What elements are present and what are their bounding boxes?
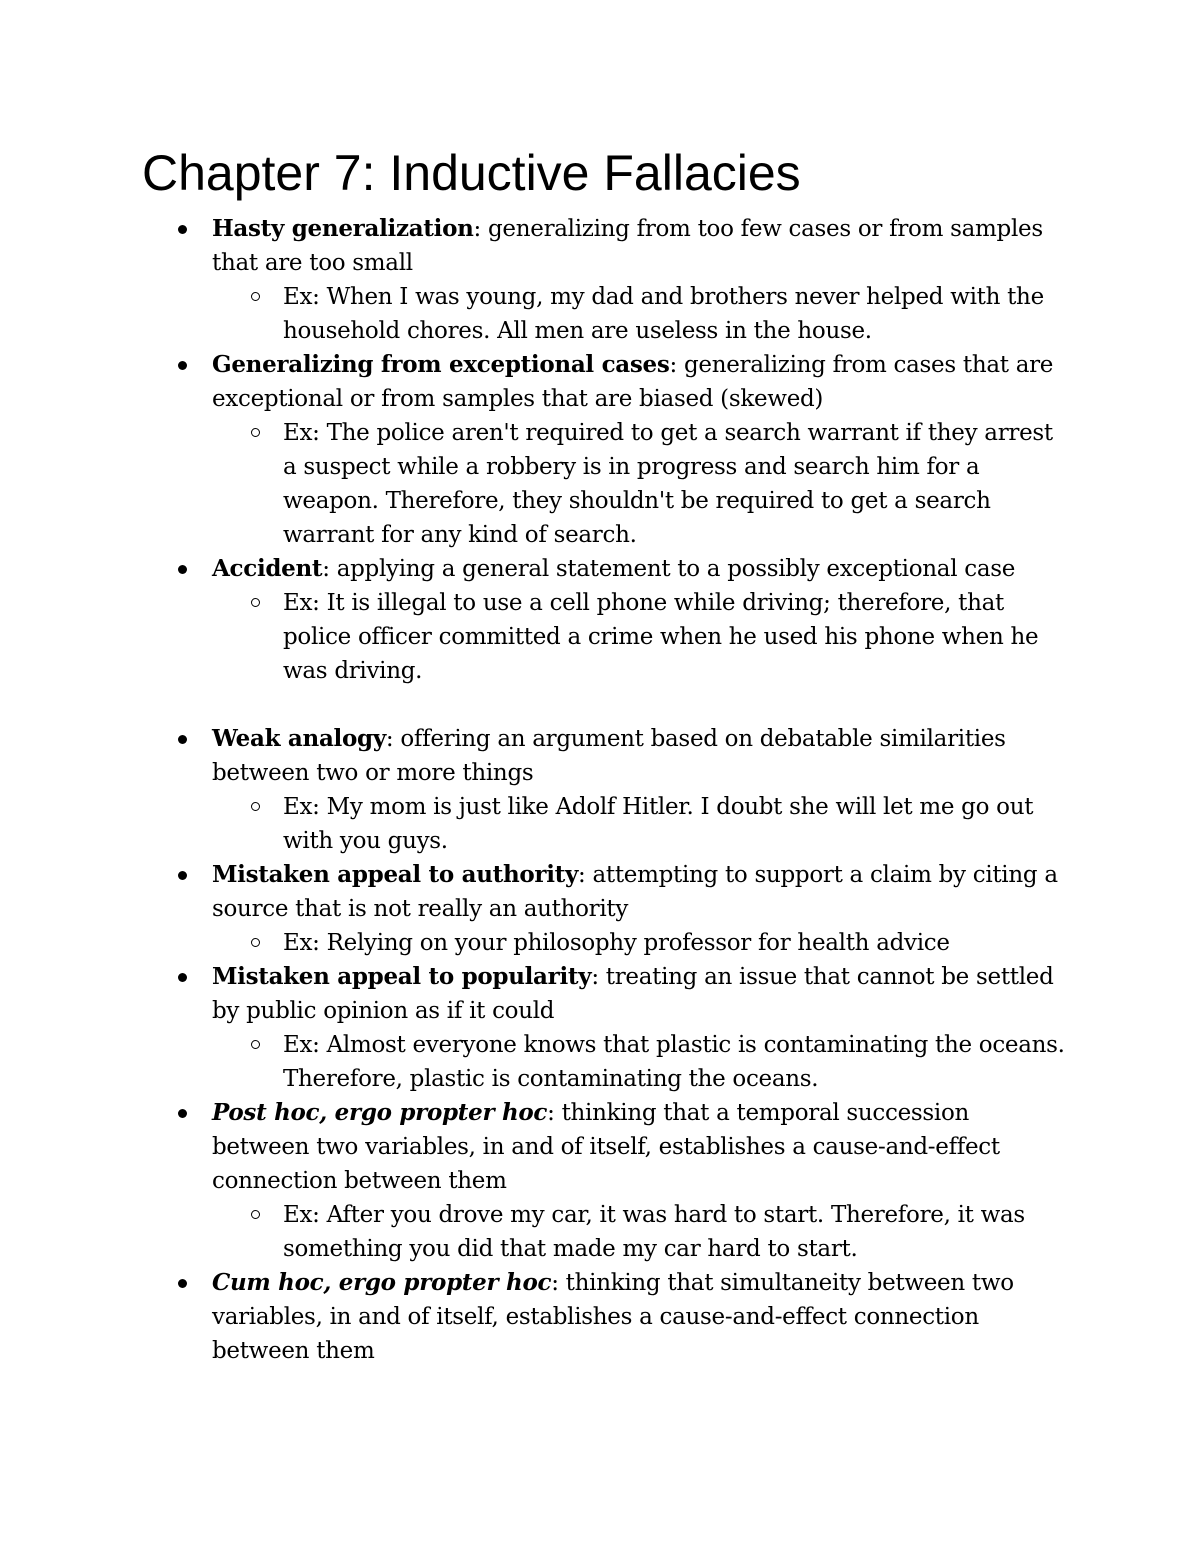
list-item-accident — [0, 552, 1072, 586]
hollow-bullet-icon — [251, 938, 260, 947]
list-item-weak-analogy — [0, 722, 1072, 790]
hollow-bullet-icon — [251, 1040, 260, 1049]
definition: : generalizing from cases that are exceptional or from samples that are biased (skewed) — [212, 352, 1054, 412]
example-text: Ex: When I was young, my dad and brothers never helped with the household chores. All men are useless in the house. — [283, 284, 1044, 344]
hollow-bullet-icon — [251, 292, 260, 301]
bullet-icon — [178, 225, 187, 234]
definition: : thinking that a temporal succession between two variables, in and of itself, establishes a cause-and-effect connection between them — [212, 1100, 1000, 1194]
definition: : generalizing from too few cases or from samples that are too small — [212, 216, 1043, 276]
bullet-icon — [178, 735, 187, 744]
example-text: Ex: My mom is just like Adolf Hitler. I doubt she will let me go out with you guys. — [283, 794, 1034, 854]
example-item — [0, 926, 1073, 960]
example-item — [0, 280, 1073, 348]
example-item — [0, 1198, 1073, 1266]
term: Generalizing from exceptional cases — [212, 351, 670, 378]
list-item-cum-hoc — [0, 1266, 1072, 1368]
hollow-bullet-icon — [251, 1210, 260, 1219]
page-title: Chapter 7: Inductive Fallacies — [142, 145, 801, 201]
bullet-icon — [178, 565, 187, 574]
bullet-icon — [178, 973, 187, 982]
definition: : applying a general statement to a possibly exceptional case — [322, 556, 1016, 582]
bullet-icon — [178, 1279, 187, 1288]
term: Mistaken appeal to authority — [212, 861, 579, 888]
definition: : treating an issue that cannot be settled by public opinion as if it could — [212, 964, 1054, 1024]
example-item — [0, 1028, 1073, 1096]
term: Mistaken appeal to popularity — [212, 963, 592, 990]
example-text: Ex: Relying on your philosophy professor for health advice — [283, 930, 950, 956]
list-item-hasty-generalization — [0, 212, 1072, 280]
bullet-icon — [178, 1109, 187, 1118]
fallacy-list — [0, 212, 1200, 1368]
example-text: Ex: It is illegal to use a cell phone while driving; therefore, that police officer committed a crime when he used his phone when he was driving. — [283, 590, 1039, 684]
bullet-icon — [178, 871, 187, 880]
definition: : offering an argument based on debatable similarities between two or more things — [212, 726, 1006, 786]
example-text: Ex: The police aren't required to get a search warrant if they arrest a suspect while a robbery is in progress and search him for a weapon. Therefore, they shouldn't be required to get a search warrant for any kind of search. — [283, 420, 1053, 548]
bullet-icon — [178, 361, 187, 370]
hollow-bullet-icon — [251, 802, 260, 811]
definition: : thinking that simultaneity between two variables, in and of itself, establishes a cause-and-effect connection between them — [212, 1270, 1014, 1364]
example-text: Ex: Almost everyone knows that plastic is contaminating the oceans. Therefore, plastic is contaminating the oceans. — [283, 1032, 1065, 1092]
hollow-bullet-icon — [251, 428, 260, 437]
definition: : attempting to support a claim by citing a source that is not really an authority — [212, 862, 1058, 922]
blank-line — [0, 688, 1200, 722]
list-item-exceptional-cases — [0, 348, 1072, 416]
list-item-appeal-to-authority — [0, 858, 1072, 926]
hollow-bullet-icon — [251, 598, 260, 607]
example-item — [0, 586, 1073, 688]
term: Post hoc, ergo propter hoc — [212, 1099, 548, 1126]
example-item — [0, 790, 1073, 858]
term: Accident — [212, 555, 323, 582]
term: Cum hoc, ergo propter hoc — [212, 1269, 552, 1296]
example-text: Ex: After you drove my car, it was hard to start. Therefore, it was something you did that made my car hard to start. — [283, 1202, 1025, 1262]
list-item-post-hoc — [0, 1096, 1072, 1198]
list-item-appeal-to-popularity — [0, 960, 1072, 1028]
term: Hasty generalization — [212, 215, 474, 242]
example-item — [0, 416, 1073, 552]
term: Weak analogy — [212, 725, 386, 752]
